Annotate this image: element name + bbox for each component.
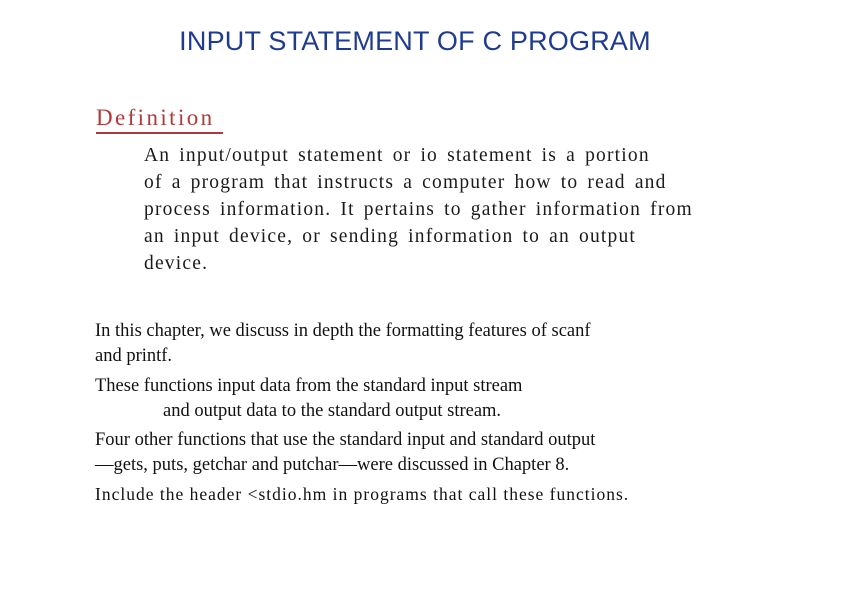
paragraph-line: Include the header <stdio.hm in programs that call these functions. (95, 484, 630, 504)
paragraph-line: —gets, puts, getchar and putchar—were discussed in Chapter 8. (95, 455, 570, 475)
paragraph-scanf-printf (95, 319, 745, 369)
slide-title: INPUT STATEMENT OF C PROGRAM (179, 26, 651, 56)
definition-line: of a program that instructs a computer how to read and (144, 172, 667, 193)
paragraph-line: and output data to the standard output stream. (163, 401, 502, 421)
paragraph-other-functions (95, 428, 745, 478)
paragraph-line: In this chapter, we discuss in depth the formatting features of scanf (95, 321, 591, 341)
definition-line: process information. It pertains to gather information from (144, 199, 693, 220)
paragraph-line: Four other functions that use the standard input and standard output (95, 430, 596, 450)
definition-heading: Definition (96, 104, 223, 134)
definition-body (144, 142, 739, 277)
definition-line: device. (144, 253, 209, 274)
definition-line: An input/output statement or io statement is a portion (144, 145, 650, 166)
paragraph-line: and printf. (95, 346, 173, 366)
definition-line: an input device, or sending information to an output (144, 226, 637, 247)
paragraph-include-header (95, 482, 745, 507)
paragraph-streams (95, 374, 745, 424)
paragraph-line: These functions input data from the standard input stream (95, 376, 523, 396)
